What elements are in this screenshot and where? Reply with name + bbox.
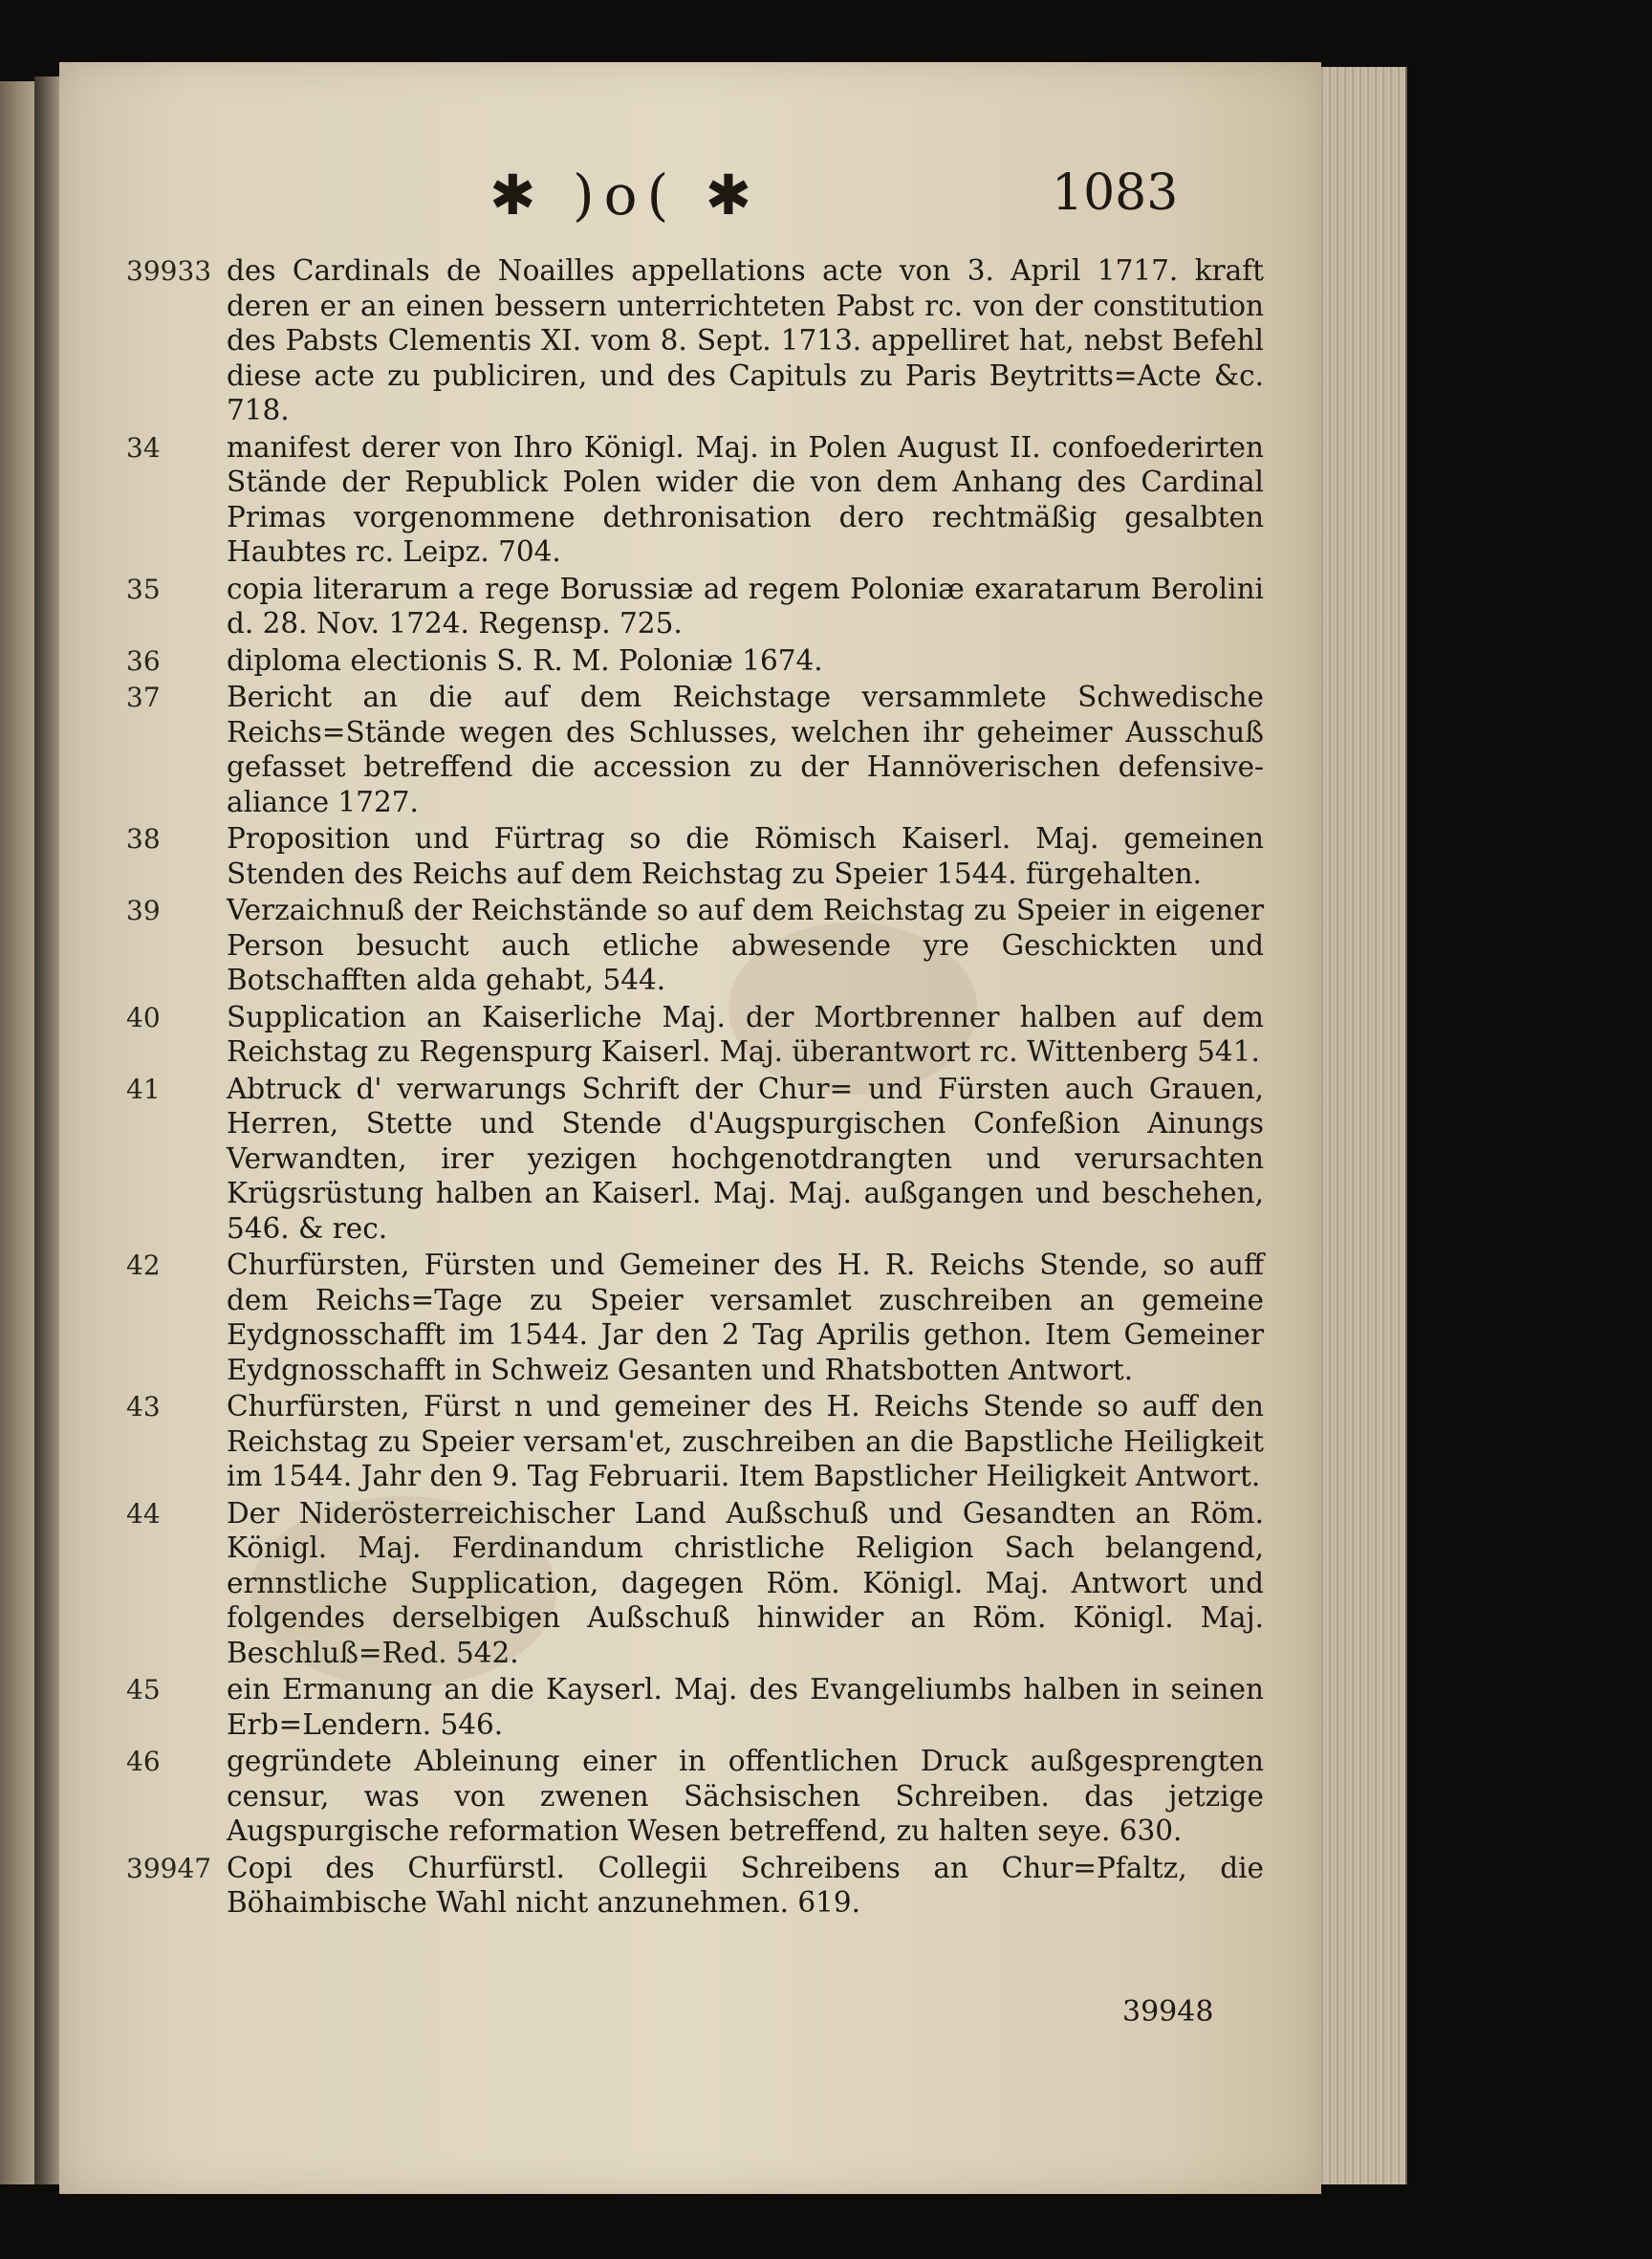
running-head — [59, 163, 1321, 239]
entry-text: Supplication an Kaiserliche Maj. der Mortbrenner halben auf dem Reichstag zu Regenspurg Kaiserl. Maj. überantwort rc. Wittenberg 541. — [227, 1000, 1264, 1068]
entry-text: Churfürsten, Fürsten und Gemeiner des H. R. Reichs Stende, so auff dem Reichs=Tage zu Speier versamlet zuschreiben an gemeine Eydgnosschafft im 1544. Jar den 2 Tag Aprilis gethon. Item Gemeiner Eydgnosschafft in Schweiz Gesanten und Rhatsbotten Antwort. — [227, 1249, 1264, 1386]
catalog-entry — [126, 430, 1264, 570]
catalog-entry — [126, 572, 1264, 641]
catalog-entry — [126, 1744, 1264, 1849]
catalog-entry — [126, 1248, 1264, 1387]
entry-number: 43 — [126, 1391, 161, 1423]
entry-text: Der Niderösterreichischer Land Außschuß und Gesandten an Röm. Königl. Maj. Ferdinandum christliche Religion Sach belangend, ernnstliche Supplication, dagegen Röm. Königl. Maj. Antwort und folgendes derselbigen Außschuß hinwider an Röm. Königl. Maj. Beschluß=Red. 542. — [227, 1496, 1264, 1669]
page-number: 1083 — [1052, 164, 1179, 222]
entry-number: 45 — [126, 1674, 161, 1705]
catalog-entry — [126, 1072, 1264, 1247]
catchword: 39948 — [1122, 1995, 1214, 2029]
entry-text: Verzaichnuß der Reichstände so auf dem Reichstag zu Speier in eigener Person besucht auch etliche abwesende yre Geschickten und Botschafften alda gehabt, 544. — [227, 894, 1264, 996]
entry-number: 39 — [126, 895, 161, 926]
entry-number: 39933 — [126, 255, 212, 287]
entry-text: manifest derer von Ihro Königl. Maj. in Polen August II. confoederirten Stände der Republick Polen wider die von dem Anhang des Cardinal Primas vorgenommene dethronisation dero rechtmäßig gesalbten Haubtes rc. Leipz. 704. — [227, 430, 1264, 568]
entry-text: Copi des Churfürstl. Collegii Schreibens an Chur=Pfaltz, die Böhaimbische Wahl nicht anzunehmen. 619. — [227, 1851, 1264, 1919]
entry-number: 39947 — [126, 1852, 212, 1884]
entry-number: 40 — [126, 1001, 161, 1033]
catalog-entry — [126, 1000, 1264, 1070]
catalog-entries — [126, 253, 1264, 1922]
header-ornament: ✱ )o( ✱ — [489, 163, 762, 228]
catalog-entry — [126, 893, 1264, 998]
catalog-entry — [126, 1851, 1264, 1921]
entry-number: 38 — [126, 823, 161, 855]
catalog-entry — [126, 821, 1264, 891]
catalog-entry — [126, 1672, 1264, 1742]
catalog-entry — [126, 1389, 1264, 1494]
left-page-edge — [0, 81, 38, 2184]
entry-text: ein Ermanung an die Kayserl. Maj. des Evangeliumbs halben in seinen Erb=Lendern. 546. — [227, 1673, 1264, 1741]
entry-number: 44 — [126, 1497, 161, 1530]
entry-text: Proposition und Fürtrag so die Römisch Kaiserl. Maj. gemeinen Stenden des Reichs auf dem Reichstag zu Speier 1544. fürgehalten. — [227, 822, 1264, 890]
entry-text: des Cardinals de Noailles appellations acte von 3. April 1717. kraft deren er an einen bessern unterrichteten Pabst rc. von der constitution des Pabsts Clementis XI. vom 8. Sept. 1713. appelliret hat, nebst Befehl diese acte zu publiciren, und des Capituls zu Paris Beytritts=Acte &c. 718. — [227, 254, 1264, 426]
entry-number: 36 — [126, 644, 161, 677]
entry-text: copia literarum a rege Borussiæ ad regem Poloniæ exaratarum Berolini d. 28. Nov. 1724. Regensp. 725. — [227, 572, 1264, 640]
catalog-entry — [126, 643, 1264, 679]
entry-text: Churfürsten, Fürst n und gemeiner des H. Reichs Stende so auff den Reichstag zu Speier versam'et, zuschreiben an die Bapstliche Heiligkeit im 1544. Jahr den 9. Tag Februarii. Item Bapstlicher Heiligkeit Antwort. — [227, 1390, 1264, 1492]
entry-text: Bericht an die auf dem Reichstage versammlete Schwedische Reichs=Stände wegen des Schlusses, welchen ihr geheimer Ausschuß gefasset betreffend die accession zu der Hannöverischen defensive-aliance 1727. — [227, 681, 1264, 818]
entry-number: 35 — [126, 573, 161, 605]
entry-text: gegründete Ableinung einer in offentlichen Druck außgesprengten censur, was von zwenen Sächsischen Schreiben. das jetzige Augspurgische reformation Wesen betreffend, zu halten seye. 630. — [227, 1745, 1264, 1847]
catalog-entry — [126, 1496, 1264, 1671]
entry-text: Abtruck d' verwarungs Schrift der Chur= und Fürsten auch Grauen, Herren, Stette und Stende d'Augspurgischen Confeßion Ainungs Verwandten, irer yezigen hochgenotdrangten und verursachten Krügsrüstung halben an Kaiserl. Maj. Maj. außgangen und beschehen, 546. & rec. — [227, 1072, 1264, 1245]
entry-number: 37 — [126, 682, 161, 713]
entry-number: 41 — [126, 1073, 161, 1105]
book-page — [59, 62, 1321, 2194]
entry-number: 42 — [126, 1249, 161, 1281]
catalog-entry — [126, 680, 1264, 819]
page-content — [59, 62, 1321, 2194]
entry-number: 34 — [126, 431, 161, 464]
entry-text: diploma electionis S. R. M. Poloniæ 1674. — [227, 643, 823, 677]
page-edges-stack — [1310, 67, 1407, 2184]
catalog-entry — [126, 253, 1264, 428]
entry-number: 46 — [126, 1746, 161, 1777]
